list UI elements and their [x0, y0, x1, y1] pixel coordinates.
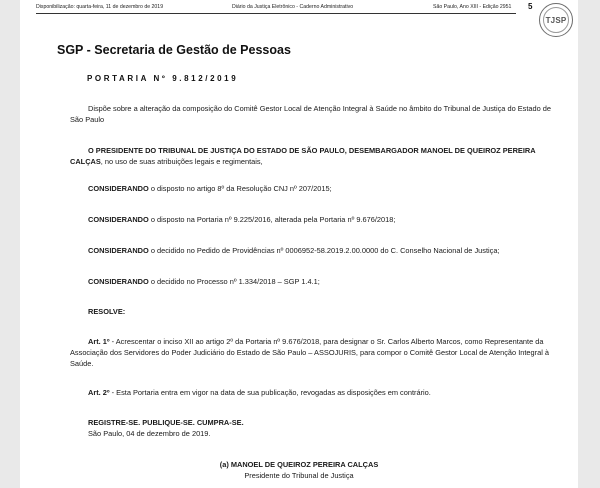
header-journal-name: Diário da Justiça Eletrônico - Caderno Administrativo [232, 4, 354, 10]
section-title: SGP - Secretaria de Gestão de Pessoas [57, 43, 291, 57]
page-number: 5 [528, 2, 533, 11]
document-page [20, 0, 578, 488]
preamble [70, 145, 555, 167]
considerando-text: o disposto no artigo 8º da Resolução CNJ nº 207/2015; [148, 184, 332, 193]
considerando-label: CONSIDERANDO [88, 184, 149, 193]
article-text: - Esta Portaria entra em vigor na data de sua publicação, revogadas as disposições em contrário. [109, 388, 431, 397]
portaria-title: PORTARIA Nº 9.812/2019 [87, 74, 239, 83]
article-1 [70, 336, 555, 369]
considerando-text: o decidido no Processo nº 1.334/2018 – SGP 1.4.1; [148, 277, 320, 286]
preamble-text: , no uso de suas atribuições legais e regimentais, [100, 157, 263, 166]
article-label: Art. 1º [88, 337, 110, 346]
header-edition: São Paulo, Ano XIII - Edição 2951 [433, 4, 512, 10]
considerando-2 [88, 214, 395, 225]
resolve-heading: RESOLVE: [88, 307, 126, 316]
seal-label: TJSP [545, 15, 567, 25]
considerando-text: o disposto na Portaria nº 9.225/2016, alterada pela Portaria nº 9.676/2018; [148, 215, 396, 224]
place-date: São Paulo, 04 de dezembro de 2019. [88, 429, 211, 438]
considerando-label: CONSIDERANDO [88, 246, 149, 255]
ementa: Dispõe sobre a alteração da composição do Comitê Gestor Local de Atenção Integral à Saúde no âmbito do Tribunal de Justiça do Estado de São Paulo [70, 104, 552, 124]
tjsp-seal-icon [539, 3, 573, 37]
considerando-1 [88, 183, 332, 194]
article-text: - Acrescentar o inciso XII ao artigo 2º da Portaria nº 9.676/2018, para designar o Sr. Carlos Alberto Marcos, como Representante da Associação dos Servidores do Poder Judiciário do Estado de São Paulo – ASSOJURIS, para compor o Comitê Gestor Local de Atenção Integral à Saúde. [70, 337, 550, 368]
signature-name: (a) MANOEL DE QUEIROZ PEREIRA CALÇAS [219, 460, 379, 469]
signature-role: Presidente do Tribunal de Justiça [244, 471, 354, 480]
closing-formula: REGISTRE-SE. PUBLIQUE-SE. CUMPRA-SE. [88, 418, 244, 427]
considerando-text: o decidido no Pedido de Providências nº 0006952-58.2019.2.00.0000 do C. Conselho Nacional de Justiça; [148, 246, 500, 255]
header-availability-date: Disponibilização: quarta-feira, 11 de dezembro de 2019 [36, 4, 164, 10]
considerando-4 [88, 276, 320, 287]
considerando-label: CONSIDERANDO [88, 215, 149, 224]
article-label: Art. 2º [88, 388, 110, 397]
considerando-label: CONSIDERANDO [88, 277, 149, 286]
article-2 [88, 387, 431, 398]
header-rule [36, 13, 516, 14]
considerando-3 [88, 245, 500, 256]
preamble-authority: O PRESIDENTE DO TRIBUNAL DE JUSTIÇA DO ESTADO DE SÃO PAULO, DESEMBARGADOR MANOEL DE QUEIROZ PEREIRA CALÇAS [70, 146, 536, 166]
